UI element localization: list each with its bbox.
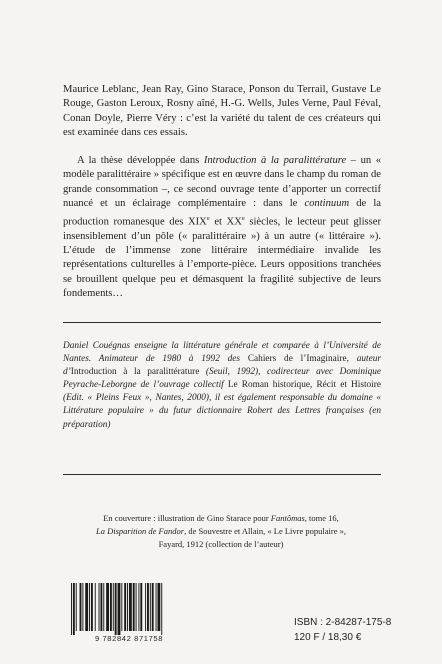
barcode-bar [140,583,142,631]
intro-paragraph: Maurice Leblanc, Jean Ray, Gino Starace, Ponson du Terrail, Gustave Le Rouge, Gaston Leroux, Rosny aîné, H.-G. Wells, Jules Verne, Paul Féval, Conan Doyle, Pierre Véry : c’est la variété du talent de ces créateurs qui est examinée dans ces essais. [63,84,381,139]
bio-roman-3: Le Roman historique, Récit et Histoire [227,380,381,391]
main-text-5: siècles, le lecteur peut glisser insensiblement d’un pôle (« paralittéraire ») à un autre (« littéraire »). L’étude de l’immense zone littéraire intermédiaire invalide les représentations culturelles à l’emporte-pièce. Leurs oppositions tranchées se brouillent quelque peu et démasquent la fragilité subjective de leurs fondements… [63,216,381,300]
barcode-bar [129,583,132,631]
barcode-bar [110,583,112,631]
bio-roman-2: Introduction à la paralittérature [70,367,200,378]
barcode-bar [100,583,102,631]
barcode-bar [95,583,96,631]
barcode-bar [161,583,162,635]
barcode-bar [73,583,75,635]
barcode-bar [145,583,146,631]
barcode-bar [152,583,154,631]
main-text-4: et XX [209,216,242,228]
main-continuum-italic: continuum [304,198,350,210]
barcode-bar [113,583,114,631]
barcode-bar [121,583,122,631]
barcode-bar [115,583,117,635]
divider-top [63,322,381,323]
barcode-bar [150,583,151,631]
barcode-bar [138,583,139,631]
barcode-bar [76,583,77,631]
price-line: 120 F / 18,30 € [294,632,362,643]
barcode-bars [71,583,162,635]
barcode-bar [91,583,93,631]
barcode-bar [99,583,100,631]
barcode-bar [106,583,109,631]
barcode-bar [103,583,104,631]
cover-text-1: En couverture : illustration de Gino Starace pour [103,513,271,523]
barcode-bar [157,583,160,631]
main-text-3: de la production romanesque des XIX [63,198,381,228]
bio-text-4: (Edit. « Pleins Feux », Nantes, 2000), il est également responsable du domaine « Littérature populaire » du futur dictionnaire Robert des Lettres françaises (en préparation) [63,393,381,430]
barcode-bar [71,583,72,635]
main-text-1: A la thèse développée dans [77,155,204,166]
barcode-bar [85,583,88,631]
main-sup-1: e [206,214,210,222]
barcode-bar [136,583,137,631]
author-bio [63,340,381,432]
barcode-bar [82,583,83,631]
main-paragraph [63,154,381,302]
barcode-bar [147,583,149,631]
barcode-bar [127,583,128,631]
cover-credit-line-3: Fayard, 1912 (collection de l’auteur) [158,539,284,549]
barcode-bar [80,583,82,631]
main-title-italic: Introduction à la paralittérature [203,155,347,166]
barcode-bar [156,583,157,631]
bio-text-2: , auteur d’ [63,354,381,378]
main-sup-2: e [241,214,245,222]
bio-roman-1: Cahiers de l’Imaginaire [247,354,347,365]
barcode-bar [133,583,135,631]
barcode-bar [89,583,90,631]
cover-credit [60,512,382,551]
barcode-bar [118,583,121,635]
cover-credit-line-2 [60,525,382,538]
bio-text-3: (Seuil, 1992), codirecteur avec Dominique Peyrache-Leborgne de l’ouvrage collectif [63,367,381,391]
cover-fantomas-italic: Fantômas [270,513,305,523]
barcode [63,583,196,645]
barcode-bar [124,583,126,631]
cover-credit-line-1 [60,512,382,525]
barcode-digits: 9 782842 871758 [94,634,164,643]
divider-bottom [63,474,381,475]
isbn-line: ISBN : 2-84287-175-8 [294,617,392,628]
isbn-price-block [294,615,391,645]
cover-text-2: , tome 16, [304,513,339,523]
cover-text-4: , de Souvestre et Allain, « Le Livre populaire », [184,526,346,536]
main-text-2: – un « modèle paralittéraire » spécifique est en œuvre dans le champ du roman de grande consommation –, ce second ouvrage tente d’apporter un correctif nuancé et un éclairage complémentaire : dans le [63,155,382,210]
cover-disparition-italic: La Disparition de Fandor [95,526,185,536]
bio-text-1: Daniel Couégnas enseigne la littérature générale et comparée à l’Université de Nantes. Animateur de 1980 à 1992 des [63,341,381,365]
